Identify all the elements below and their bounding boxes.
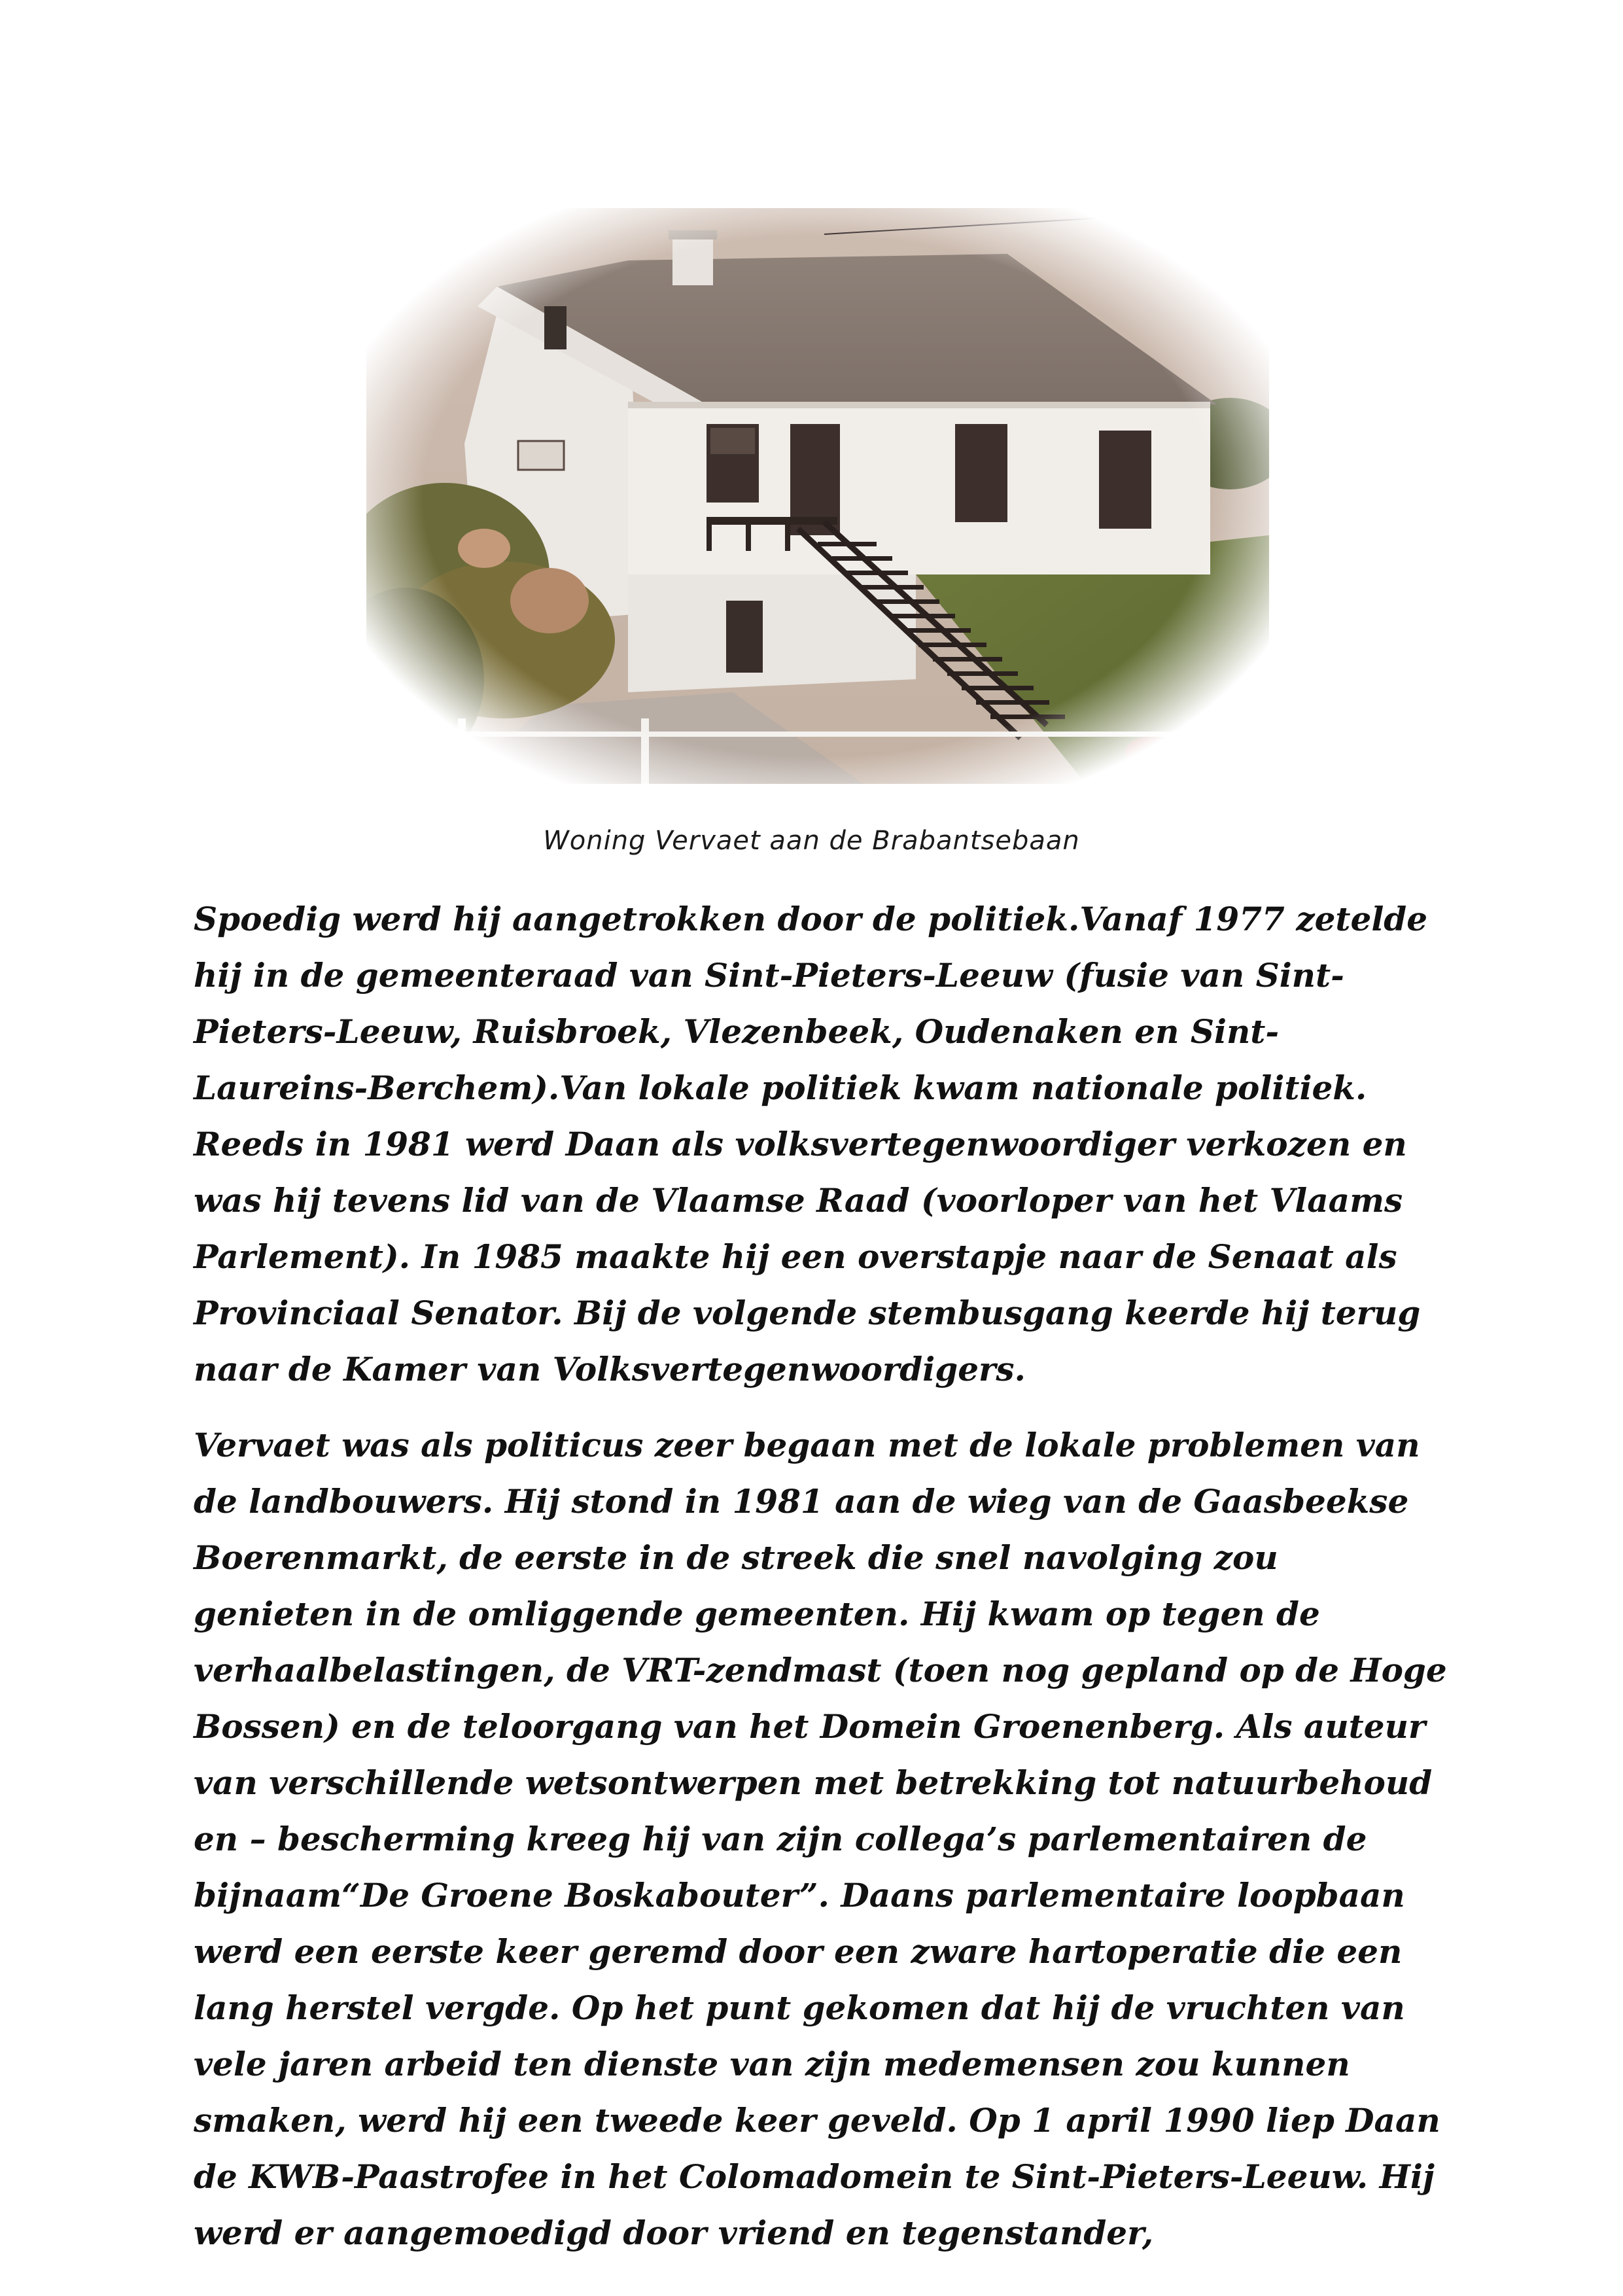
article-body: [194, 891, 1450, 2261]
photo-caption: Woning Vervaet aan de Brabantsebaan: [543, 826, 1080, 856]
house-photo: [366, 208, 1269, 784]
paragraph-farmers: Vervaet was als politicus zeer begaan met de lokale problemen van de landbouwers. Hij stond in 1981 aan de wieg van de Gaasbeekse Boerenmarkt, de eerste in de streek die snel navolging zou genieten in de omliggende gemeenten. Hij kwam op tegen de verhaalbelastingen, de VRT-zendmast (toen nog gepland op de Hoge Bossen) en de teloorgang van het Domein Groenenberg. Als auteur van verschillende wetsontwerpen met betrekking tot natuurbehoud en – bescherming kreeg hij van zijn collega’s parlementairen de bijnaam“De Groene Boskabouter”. Daans parlementaire loopbaan werd een eerste keer geremd door een zware hartoperatie die een lang herstel vergde. Op het punt gekomen dat hij de vruchten van vele jaren arbeid ten dienste van zijn medemensen zou kunnen smaken, werd hij een tweede keer geveld. Op 1 april 1990 liep Daan de KWB-Paastrofee in het Colomadomein te Sint-Pieters-Leeuw. Hij werd er aangemoedigd door vriend en tegenstander,: [194, 1426, 1447, 2252]
paragraph-politics: Spoedig werd hij aangetrokken door de politiek.Vanaf 1977 zetelde hij in de gemeenteraad van Sint-Pieters-Leeuw (fusie van Sint-Pieters-Leeuw, Ruisbroek, Vlezenbeek, Oudenaken en Sint-Laureins-Berchem).Van lokale politiek kwam nationale politiek. Reeds in 1981 werd Daan als volksvertegenwoordiger verkozen en was hij tevens lid van de Vlaamse Raad (voorloper van het Vlaams Parlement). In 1985 maakte hij een overstapje naar de Senaat als Provinciaal Senator. Bij de volgende stembusgang keerde hij terug naar de Kamer van Volksvertegenwoordigers.: [194, 900, 1428, 1388]
